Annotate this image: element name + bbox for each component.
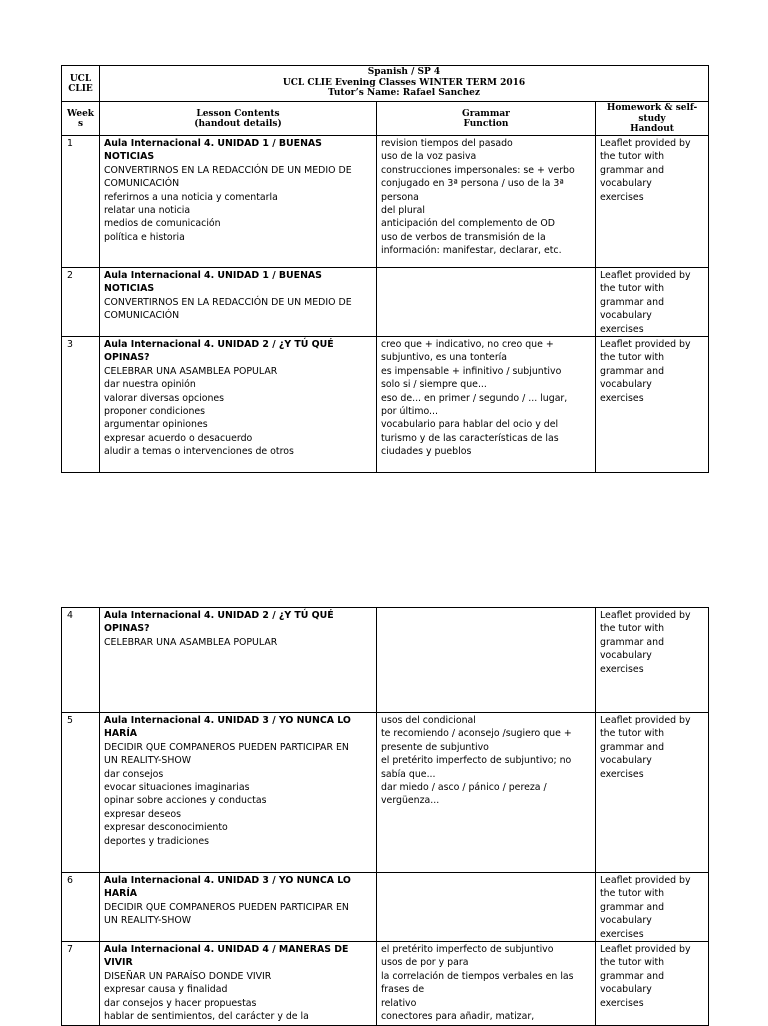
unit-title: OPINAS? <box>104 352 150 364</box>
week-row <box>62 268 709 337</box>
lesson-item: CELEBRAR UNA ASAMBLEA POPULAR <box>104 365 278 377</box>
grammar-item: sabía que... <box>381 768 436 780</box>
week-number: 6 <box>67 875 73 886</box>
homework-item: vocabulary <box>600 379 652 391</box>
grammar-item: persona <box>381 191 419 203</box>
week-row <box>62 942 709 1026</box>
homework-item: vocabulary <box>600 310 652 322</box>
lesson-item: aludir a temas o intervenciones de otros <box>104 446 294 458</box>
homework-header: Homework & self- study Handout <box>596 102 709 136</box>
course-title-cell <box>100 66 709 102</box>
homework-item: Leaflet provided by <box>600 610 691 621</box>
lesson-contents-cell <box>100 942 377 1026</box>
unit-title: Aula Internacional 4. UNIDAD 3 / YO NUNCA LO <box>104 875 351 886</box>
schedule-table-part-2 <box>61 607 709 1026</box>
unit-title: Aula Internacional 4. UNIDAD 1 / BUENAS <box>104 138 322 149</box>
unit-title: OPINAS? <box>104 623 150 635</box>
grammar-item: ciudades y pueblos <box>381 446 472 458</box>
grammar-item: construcciones impersonales: se + verbo <box>381 164 575 176</box>
lesson-item: relatar una noticia <box>104 205 191 217</box>
grammar-item: subjuntivo, es una tontería <box>381 352 508 364</box>
lesson-item: hablar de sentimientos, del carácter y de la <box>104 1011 309 1023</box>
grammar-function-cell <box>377 873 596 942</box>
lesson-item: deportes y tradiciones <box>104 835 210 847</box>
grammar-item: información: manifestar, declarar, etc. <box>381 245 562 257</box>
homework-item: Leaflet provided by <box>600 270 691 281</box>
homework-item: the tutor with <box>600 888 665 900</box>
course-name: Spanish / SP 4 <box>367 67 441 77</box>
grammar-item: eso de... en primer / segundo / ... lugar, <box>381 392 568 404</box>
grammar-item: anticipación del complemento de OD <box>381 218 556 230</box>
homework-item: Leaflet provided by <box>600 715 691 726</box>
lesson-item: opinar sobre acciones y conductas <box>104 795 267 807</box>
homework-cell <box>596 713 709 873</box>
grammar-item: usos del condicional <box>381 715 476 726</box>
unit-title: Aula Internacional 4. UNIDAD 2 / ¿Y TÚ QUÉ <box>104 610 334 621</box>
lesson-item: proponer condiciones <box>104 406 206 418</box>
ucl-clie-cell: UCL CLIE <box>62 66 100 102</box>
homework-item: the tutor with <box>600 728 665 740</box>
lesson-item: CONVERTIRNOS EN LA REDACCIÓN DE UN MEDIO DE <box>104 164 352 176</box>
grammar-item: relativo <box>381 997 417 1009</box>
week-number: 4 <box>67 610 73 621</box>
grammar-item: solo si / siempre que... <box>381 379 487 391</box>
unit-title: Aula Internacional 4. UNIDAD 4 / MANERAS DE <box>104 944 349 956</box>
lesson-item: expresar acuerdo o desacuerdo <box>104 432 253 444</box>
grammar-item: la correlación de tiempos verbales en las <box>381 970 574 982</box>
homework-item: grammar and <box>600 741 665 753</box>
grammar-item: usos de por y para <box>381 957 469 969</box>
lesson-item: valorar diversas opciones <box>104 392 225 404</box>
homework-item: Leaflet provided by <box>600 138 691 149</box>
homework-cell <box>596 337 709 473</box>
grammar-function-cell <box>377 268 596 337</box>
grammar-item: frases de <box>381 984 425 996</box>
lesson-contents-cell <box>100 713 377 873</box>
homework-cell <box>596 942 709 1026</box>
homework-item: the tutor with <box>600 623 665 635</box>
homework-item: Leaflet provided by <box>600 944 691 956</box>
grammar-item: conectores para añadir, matizar, <box>381 1011 535 1023</box>
lesson-item: dar nuestra opinión <box>104 379 196 391</box>
week-row <box>62 873 709 942</box>
lesson-item: dar consejos <box>104 768 164 780</box>
homework-cell <box>596 873 709 942</box>
unit-title: NOTICIAS <box>104 283 155 295</box>
homework-item: Leaflet provided by <box>600 875 691 886</box>
unit-title: Aula Internacional 4. UNIDAD 2 / ¿Y TÚ QUÉ <box>104 339 334 351</box>
lesson-item: CELEBRAR UNA ASAMBLEA POPULAR <box>104 636 278 648</box>
grammar-item: uso de verbos de transmisión de la <box>381 231 546 243</box>
unit-title: HARÍA <box>104 888 138 900</box>
week-number-cell <box>62 713 100 873</box>
lesson-item: UN REALITY-SHOW <box>104 915 192 927</box>
week-row <box>62 608 709 713</box>
column-header-row <box>62 102 709 136</box>
grammar-item: te recomiendo / aconsejo /sugiero que + <box>381 728 572 740</box>
week-row <box>62 713 709 873</box>
lesson-item: política e historia <box>104 231 185 243</box>
week-number: 7 <box>67 944 73 956</box>
lesson-contents-cell <box>100 873 377 942</box>
grammar-function-cell <box>377 337 596 473</box>
week-row <box>62 337 709 473</box>
week-number: 3 <box>67 339 73 351</box>
lesson-item: dar consejos y hacer propuestas <box>104 997 257 1009</box>
week-number: 1 <box>67 138 73 149</box>
course-header-row <box>62 66 709 102</box>
lesson-item: expresar deseos <box>104 808 181 820</box>
grammar-item: el pretérito imperfecto de subjuntivo; no <box>381 755 572 767</box>
lesson-item: DISEÑAR UN PARAÍSO DONDE VIVIR <box>104 970 272 982</box>
grammar-function-cell <box>377 608 596 713</box>
lesson-contents-cell <box>100 268 377 337</box>
grammar-item: dar miedo / asco / pánico / pereza / <box>381 782 547 794</box>
lesson-item: DECIDIR QUE COMPANEROS PUEDEN PARTICIPAR EN <box>104 741 349 753</box>
unit-title: Aula Internacional 4. UNIDAD 1 / BUENAS <box>104 270 322 281</box>
lesson-item: COMUNICACIÓN <box>104 178 180 190</box>
unit-title: HARÍA <box>104 728 138 740</box>
week-number-cell <box>62 268 100 337</box>
homework-item: the tutor with <box>600 352 665 364</box>
week-number-cell <box>62 337 100 473</box>
homework-item: exercises <box>600 768 644 780</box>
grammar-item: revision tiempos del pasado <box>381 138 513 149</box>
grammar-item: es impensable + infinitivo / subjuntivo <box>381 365 562 377</box>
homework-item: the tutor with <box>600 151 665 163</box>
week-row <box>62 136 709 268</box>
homework-item: exercises <box>600 663 644 675</box>
week-number-cell <box>62 942 100 1026</box>
grammar-item: conjugado en 3ª persona / uso de la 3ª <box>381 178 564 190</box>
lesson-item: argumentar opiniones <box>104 419 208 431</box>
tutor-name: Tutor’s Name: Rafael Sanchez <box>328 88 480 98</box>
lesson-item: COMUNICACIÓN <box>104 310 180 322</box>
grammar-function-cell <box>377 136 596 268</box>
homework-item: grammar and <box>600 901 665 913</box>
grammar-item: presente de subjuntivo <box>381 741 489 753</box>
grammar-function-header: Grammar Function <box>377 102 596 136</box>
grammar-item: uso de la voz pasiva <box>381 151 477 163</box>
homework-cell <box>596 608 709 713</box>
lesson-contents-cell <box>100 136 377 268</box>
homework-item: vocabulary <box>600 915 652 927</box>
weeks-header: Week s <box>62 102 100 136</box>
homework-item: vocabulary <box>600 178 652 190</box>
homework-item: exercises <box>600 392 644 404</box>
homework-cell <box>596 268 709 337</box>
lesson-contents-cell <box>100 608 377 713</box>
grammar-item: del plural <box>381 205 426 217</box>
unit-title: Aula Internacional 4. UNIDAD 3 / YO NUNCA LO <box>104 715 351 726</box>
homework-item: grammar and <box>600 970 665 982</box>
homework-item: exercises <box>600 191 644 203</box>
lesson-item: CONVERTIRNOS EN LA REDACCIÓN DE UN MEDIO DE <box>104 296 352 308</box>
week-number: 2 <box>67 270 73 281</box>
homework-item: exercises <box>600 928 644 940</box>
unit-title: NOTICIAS <box>104 151 155 163</box>
unit-title: VIVIR <box>104 957 133 969</box>
week-number-cell <box>62 136 100 268</box>
homework-item: Leaflet provided by <box>600 339 691 351</box>
lesson-item: expresar desconocimiento <box>104 822 228 834</box>
homework-item: vocabulary <box>600 650 652 662</box>
homework-item: exercises <box>600 997 644 1009</box>
homework-cell <box>596 136 709 268</box>
homework-item: grammar and <box>600 365 665 377</box>
lesson-item: medios de comunicación <box>104 218 221 230</box>
grammar-item: por último... <box>381 406 438 418</box>
homework-item: grammar and <box>600 636 665 648</box>
homework-item: the tutor with <box>600 283 665 295</box>
grammar-item: creo que + indicativo, no creo que + <box>381 339 554 351</box>
grammar-function-cell <box>377 713 596 873</box>
homework-item: grammar and <box>600 164 665 176</box>
schedule-table-part-1 <box>61 65 709 473</box>
homework-item: grammar and <box>600 296 665 308</box>
grammar-item: vergüenza... <box>381 795 440 807</box>
week-number: 5 <box>67 715 73 726</box>
lesson-item: referirnos a una noticia y comentarla <box>104 191 278 203</box>
course-term: UCL CLIE Evening Classes WINTER TERM 2016 <box>282 77 526 88</box>
grammar-item: turismo y de las características de las <box>381 432 559 444</box>
grammar-function-cell <box>377 942 596 1026</box>
lesson-item: UN REALITY-SHOW <box>104 755 192 767</box>
week-number-cell <box>62 873 100 942</box>
homework-item: vocabulary <box>600 984 652 996</box>
homework-item: vocabulary <box>600 755 652 767</box>
homework-item: exercises <box>600 323 644 335</box>
grammar-item: vocabulario para hablar del ocio y del <box>381 419 559 431</box>
lesson-contents-cell <box>100 337 377 473</box>
lesson-contents-header: Lesson Contents (handout details) <box>100 102 377 136</box>
grammar-item: el pretérito imperfecto de subjuntivo <box>381 944 554 956</box>
lesson-item: expresar causa y finalidad <box>104 984 228 996</box>
week-number-cell <box>62 608 100 713</box>
lesson-item: DECIDIR QUE COMPANEROS PUEDEN PARTICIPAR EN <box>104 901 349 913</box>
homework-item: the tutor with <box>600 957 665 969</box>
lesson-item: evocar situaciones imaginarias <box>104 782 250 794</box>
